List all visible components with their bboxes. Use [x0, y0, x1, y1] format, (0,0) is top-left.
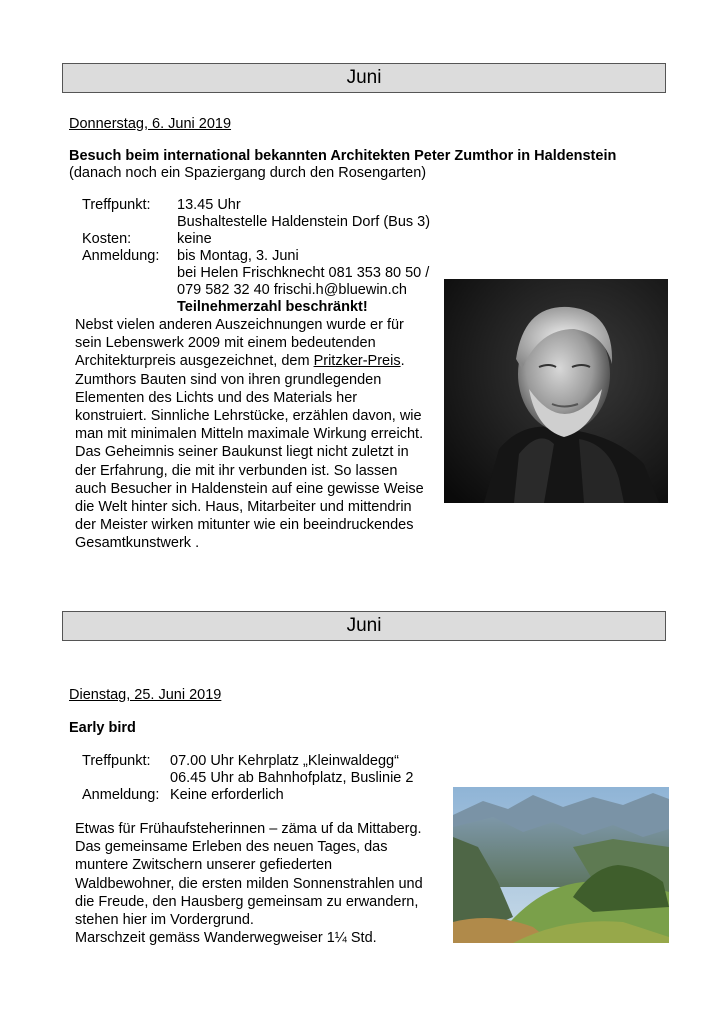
- event-subtitle-1: (danach noch ein Spaziergang durch den Rosengarten): [69, 165, 427, 181]
- anmeldung-deadline: bis Montag, 3. Juni: [177, 248, 299, 264]
- body-line: Waldbewohner, die ersten milden Sonnenstrahlen und: [75, 875, 423, 892]
- anmeldung-phone-email: 079 582 32 40 frischi.h@bluewin.ch: [177, 282, 407, 298]
- kosten-value: keine: [177, 231, 212, 247]
- event-description-2: [75, 820, 423, 947]
- body-line: konstruiert. Sinnliche Lehrstücke, erzählen davon, wie: [75, 408, 422, 425]
- event-description-1: [75, 316, 424, 553]
- body-line: muntere Zwitschern unserer gefiederten: [75, 857, 333, 874]
- month-header-juni-2: Juni: [62, 611, 666, 641]
- body-line: Das gemeinsame Erleben des neuen Tages, das: [75, 839, 388, 856]
- body-line: man mit minimalen Mitteln maximale Wirkung erreicht.: [75, 426, 424, 443]
- month-header-juni-1: Juni: [62, 63, 666, 93]
- mountain-landscape-photo: [453, 787, 669, 943]
- treffpunkt-line-1: 07.00 Uhr Kehrplatz „Kleinwaldegg“: [170, 753, 399, 769]
- event-date-2: Dienstag, 25. Juni 2019: [69, 687, 222, 703]
- body-line: sein Lebenswerk 2009 mit einem bedeutenden: [75, 335, 376, 352]
- event-title-2: Early bird: [69, 720, 136, 736]
- body-line: Elementen des Lichts und des Materials her: [75, 389, 358, 406]
- participants-limited-note: Teilnehmerzahl beschränkt!: [177, 299, 368, 315]
- treffpunkt-place-1: Bushaltestelle Haldenstein Dorf (Bus 3): [177, 214, 431, 230]
- treffpunkt-line-2: 06.45 Uhr ab Bahnhofplatz, Buslinie 2: [170, 770, 414, 786]
- body-line: Nebst vielen anderen Auszeichnungen wurde er für: [75, 317, 404, 333]
- anmeldung-label-1: Anmeldung:: [82, 248, 160, 264]
- body-line: Etwas für Frühaufsteherinnen – zäma uf da Mittaberg.: [75, 821, 422, 837]
- pritzker-preis-link[interactable]: Pritzker-Preis: [313, 353, 401, 370]
- body-line: [75, 352, 424, 370]
- treffpunkt-label-1: Treffpunkt:: [82, 197, 151, 213]
- body-line: stehen hier im Vordergrund.: [75, 912, 254, 929]
- treffpunkt-time-1: 13.45 Uhr: [177, 197, 241, 213]
- body-line: die Freude, den Hausberg gemeinsam zu erwandern,: [75, 893, 419, 910]
- body-text: Architekturpreis ausgezeichnet, dem: [75, 353, 314, 370]
- anmeldung-contact: bei Helen Frischknecht 081 353 80 50 /: [177, 265, 430, 281]
- body-line: die Welt hinter sich. Haus, Mitarbeiter und mittendrin: [75, 499, 412, 516]
- body-text: .: [400, 353, 405, 370]
- architect-portrait-photo: [444, 279, 668, 503]
- body-line: der Erfahrung, die mit ihr verbunden ist. So lassen: [75, 462, 398, 479]
- body-line: auch Besucher in Haldenstein auf eine gewisse Weise: [75, 480, 424, 497]
- body-line: Zumthors Bauten sind von ihren grundlegenden: [75, 371, 382, 388]
- event-date-1: Donnerstag, 6. Juni 2019: [69, 116, 232, 132]
- treffpunkt-label-2: Treffpunkt:: [82, 753, 151, 769]
- event-title-1: Besuch beim international bekannten Architekten Peter Zumthor in Haldenstein: [69, 148, 617, 164]
- anmeldung-label-2: Anmeldung:: [82, 787, 160, 803]
- body-line: Gesamtkunstwerk .: [75, 535, 200, 552]
- body-line: Das Geheimnis seiner Baukunst liegt nicht zuletzt in: [75, 444, 409, 461]
- anmeldung-value-2: Keine erforderlich: [170, 787, 284, 803]
- body-line: Marschzeit gemäss Wanderwegweiser 1¼ Std.: [75, 930, 377, 947]
- kosten-label: Kosten:: [82, 231, 132, 247]
- body-line: der Meister wirken mitunter wie ein beeindruckendes: [75, 517, 414, 534]
